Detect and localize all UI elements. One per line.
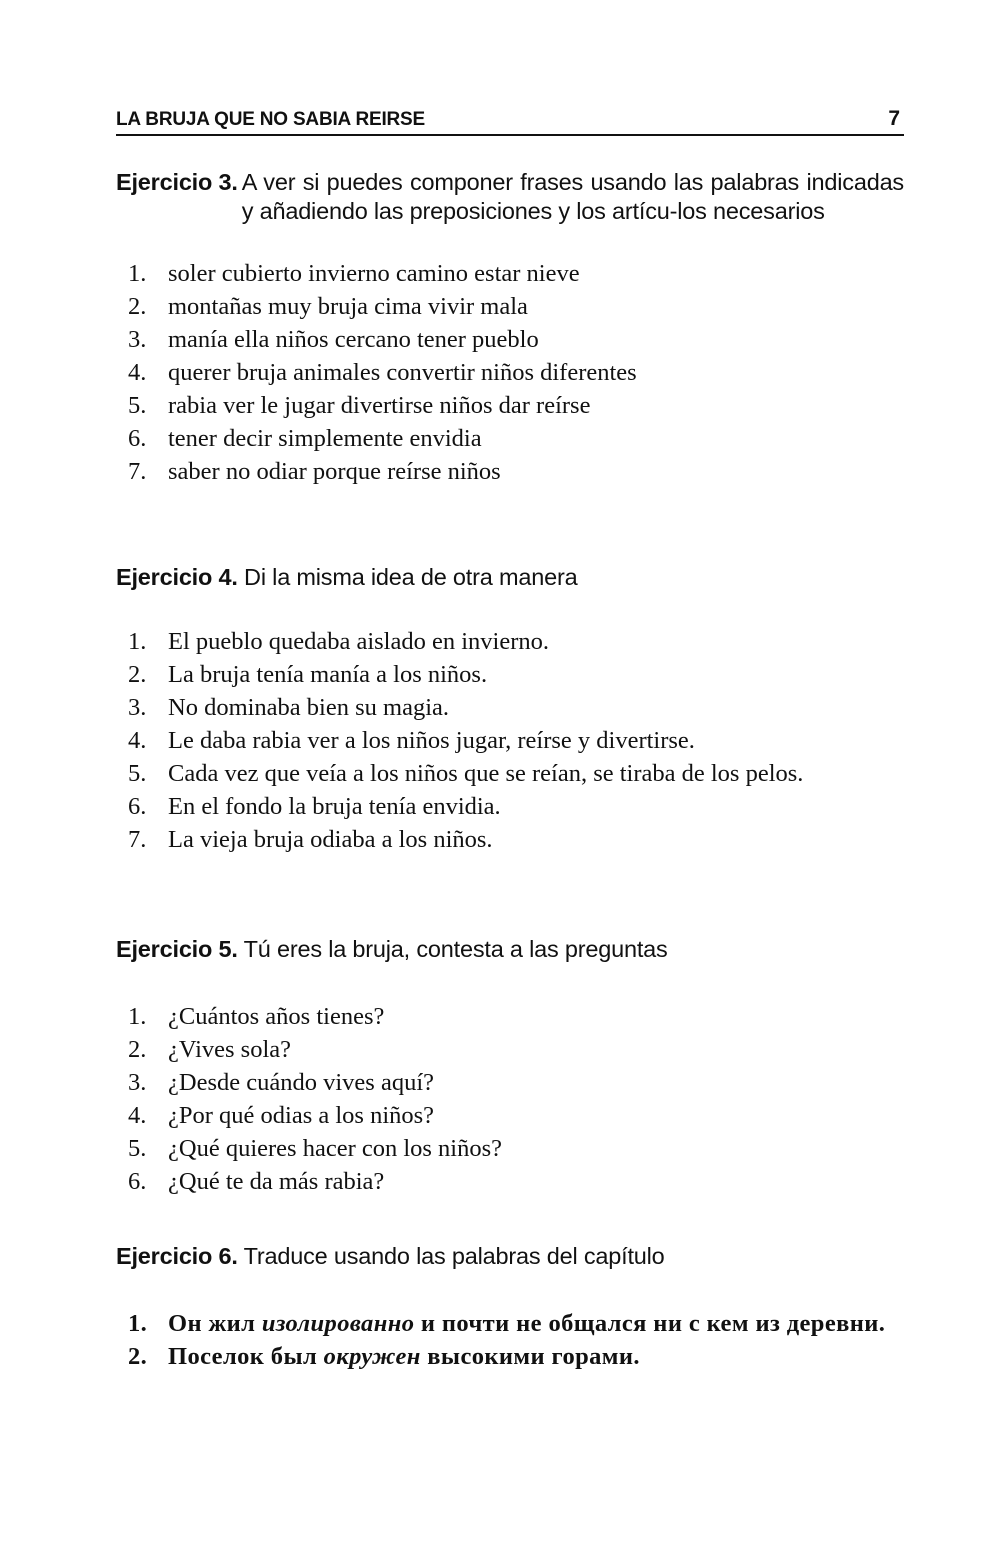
item-text: manía ella niños cercano tener pueblo: [168, 326, 539, 353]
item-text: Le daba rabia ver a los niños jugar, reírse y divertirse.: [168, 727, 695, 754]
item-text: ¿Por qué odias a los niños?: [168, 1102, 435, 1129]
item-text: El pueblo quedaba aislado en invierno.: [168, 628, 549, 655]
item-text: No dominaba bien su magia.: [168, 694, 450, 721]
item-number: 2.: [128, 661, 147, 688]
item-text: ¿Qué quieres hacer con los niños?: [168, 1135, 503, 1162]
item-number: 7.: [128, 458, 147, 485]
exercise-4: [116, 563, 904, 856]
item-number: 3.: [128, 1069, 147, 1096]
item-number: 5.: [128, 760, 147, 787]
item-number: 1.: [128, 1310, 148, 1337]
item-text-emphasis: окружен: [323, 1343, 421, 1370]
exercise-list: [116, 625, 904, 856]
item-text: ¿Qué te da más rabia?: [168, 1168, 385, 1195]
list-item: [116, 1033, 904, 1066]
exercise-heading: [116, 935, 904, 964]
item-number: 7.: [128, 826, 147, 853]
exercise-list: [116, 1000, 904, 1198]
item-number: 6.: [128, 793, 147, 820]
item-number: 6.: [128, 1168, 147, 1195]
page-number: 7: [888, 107, 900, 130]
list-item: [116, 389, 904, 422]
item-text: ¿Vives sola?: [168, 1036, 292, 1063]
item-number: 2.: [128, 1343, 148, 1370]
item-text: ¿Desde cuándo vives aquí?: [168, 1069, 434, 1096]
exercise-label: Ejercicio 3.: [116, 169, 238, 195]
item-text-emphasis: изолированно: [261, 1310, 415, 1337]
item-number: 5.: [128, 392, 147, 419]
exercise-instruction: Di la misma idea de otra manera: [244, 564, 578, 590]
item-text: [168, 1307, 904, 1340]
list-item: [116, 1099, 904, 1132]
list-item: [116, 1340, 904, 1373]
item-text: Cada vez que veía a los niños que se reían, se tiraba de los pelos.: [168, 760, 804, 787]
list-item: [116, 1000, 904, 1033]
list-item: [116, 356, 904, 389]
list-item: [116, 1132, 904, 1165]
item-text: La bruja tenía manía a los niños.: [168, 661, 488, 688]
item-text: saber no odiar porque reírse niños: [168, 458, 501, 485]
item-number: 6.: [128, 425, 147, 452]
item-text-start: Поселок был: [168, 1343, 324, 1370]
list-item: [116, 455, 904, 488]
item-text-end: и почти не общался ни с кем из деревни.: [414, 1310, 886, 1337]
item-text: montañas muy bruja cima vivir mala: [168, 293, 528, 320]
item-number: 3.: [128, 694, 147, 721]
exercise-3: [116, 168, 904, 488]
item-text-start: Он жил: [168, 1310, 262, 1337]
list-item: [116, 724, 904, 757]
list-item: [116, 1066, 904, 1099]
item-text-end: высокими горами.: [420, 1343, 640, 1370]
exercise-instruction: A ver si puedes componer frases usando las palabras indicadas y añadiendo las preposiciones y los artícu-los necesarios: [241, 169, 904, 224]
item-text: querer bruja animales convertir niños diferentes: [168, 359, 637, 386]
exercise-label: Ejercicio 6.: [116, 1243, 238, 1269]
exercise-list: [116, 1307, 904, 1373]
list-item: [116, 1165, 904, 1198]
exercise-label: Ejercicio 5.: [116, 936, 238, 962]
item-number: 4.: [128, 1102, 147, 1129]
exercise-heading: [116, 168, 904, 226]
exercise-6: [116, 1242, 904, 1373]
item-text: rabia ver le jugar divertirse niños dar reírse: [168, 392, 591, 419]
list-item: [116, 691, 904, 724]
item-number: 3.: [128, 326, 147, 353]
exercise-heading: [116, 1242, 904, 1271]
running-header: [116, 104, 904, 136]
item-number: 1.: [128, 260, 147, 287]
exercise-list: [116, 257, 904, 488]
exercise-label: Ejercicio 4.: [116, 564, 238, 590]
item-text: [168, 1340, 904, 1373]
list-item: [116, 823, 904, 856]
item-number: 1.: [128, 1003, 147, 1030]
list-item: [116, 757, 904, 790]
item-number: 2.: [128, 293, 147, 320]
item-number: 4.: [128, 727, 147, 754]
item-text: tener decir simplemente envidia: [168, 425, 482, 452]
list-item: [116, 790, 904, 823]
item-text: En el fondo la bruja tenía envidia.: [168, 793, 501, 820]
item-number: 2.: [128, 1036, 147, 1063]
item-text: ¿Cuántos años tienes?: [168, 1003, 385, 1030]
list-item: [116, 658, 904, 691]
item-number: 5.: [128, 1135, 147, 1162]
list-item: [116, 290, 904, 323]
item-number: 4.: [128, 359, 147, 386]
item-number: 1.: [128, 628, 147, 655]
exercise-instruction: Traduce usando las palabras del capítulo: [243, 1243, 665, 1269]
running-title: LA BRUJA QUE NO SABIA REIRSE: [116, 109, 425, 130]
item-text: soler cubierto invierno camino estar nieve: [168, 260, 580, 287]
list-item: [116, 257, 904, 290]
list-item: [116, 625, 904, 658]
exercise-heading: [116, 563, 904, 592]
item-text: La vieja bruja odiaba a los niños.: [168, 826, 493, 853]
list-item: [116, 422, 904, 455]
list-item: [116, 1307, 904, 1340]
exercise-instruction: Tú eres la bruja, contesta a las preguntas: [243, 936, 668, 962]
exercise-5: [116, 935, 904, 1198]
list-item: [116, 323, 904, 356]
